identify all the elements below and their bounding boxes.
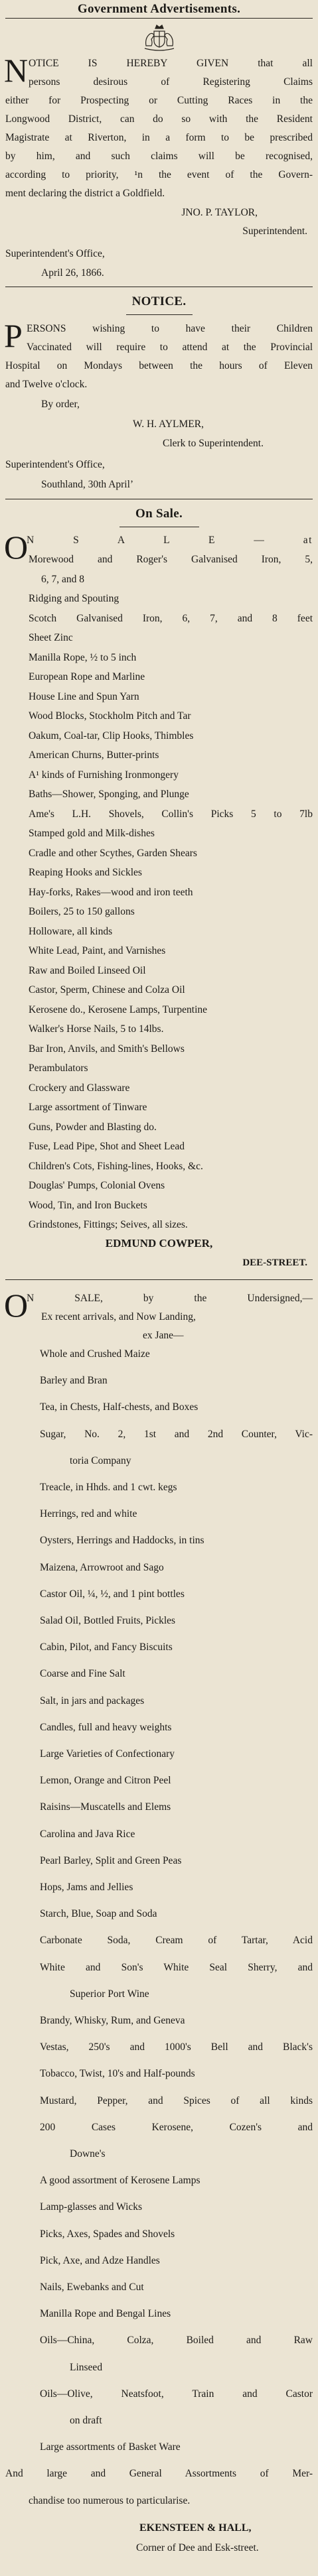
list-item: European Rope and Marline <box>29 671 145 682</box>
text-line: Longwood District, can do so with the Resident <box>5 113 313 125</box>
text-line: ERSONS wishing to have their Children <box>27 323 313 334</box>
signature-title: Clerk to Superintendent. <box>163 438 264 449</box>
drop-cap: P <box>4 317 23 354</box>
text-line: Ex recent arrivals, and Now Landing, <box>41 1311 196 1322</box>
text-line: N SALE, by the Undersigned,— <box>27 1293 313 1304</box>
section-title: Government Advertisements. <box>77 2 241 16</box>
list-item: Sugar, No. 2, 1st and 2nd Counter, Vic- <box>40 1428 313 1440</box>
list-item: Manilla Rope and Bengal Lines <box>40 2308 171 2320</box>
list-item: Large assortments of Basket Ware <box>40 2441 181 2453</box>
text-line: either for Prospecting or Cutting Races in the <box>5 95 313 106</box>
drop-cap: N <box>4 52 29 89</box>
drop-cap: O <box>4 1287 29 1324</box>
address: Corner of Dee and Esk-street. <box>136 2542 259 2553</box>
text-line: ex Jane— <box>143 1330 184 1341</box>
list-item: Tobacco, Twist, 10's and Half-pounds <box>40 2068 195 2080</box>
list-item: Raw and Boiled Linseed Oil <box>29 964 146 976</box>
list-item: Holloware, all kinds <box>29 925 113 937</box>
text-line: ment declaring the district a Goldfield. <box>5 188 165 199</box>
list-item: Ame's L.H. Shovels, Collin's Picks 5 to 7lb <box>29 808 313 820</box>
list-item: American Churns, Butter-prints <box>29 749 159 761</box>
office: Superintendent's Office, <box>5 459 105 470</box>
divider <box>126 314 193 315</box>
list-item: Manilla Rope, ½ to 5 inch <box>29 651 137 663</box>
list-item: Castor, Sperm, Chinese and Colza Oil <box>29 984 185 996</box>
list-item: Douglas' Pumps, Colonial Ovens <box>29 1180 165 1191</box>
list-item: Scotch Galvanised Iron, 6, 7, and 8 feet <box>29 612 313 624</box>
list-item: Candles, full and heavy weights <box>40 1721 172 1733</box>
list-item: Herrings, red and white <box>40 1508 137 1520</box>
text-line: Hospital on Mondays between the hours of Eleven <box>5 360 313 371</box>
text-line: and Twelve o'clock. <box>5 379 88 390</box>
text-line: persons desirous of Registering Claims <box>29 76 313 88</box>
list-item: Raisins—Muscatells and Elems <box>40 1801 171 1813</box>
list-item: Maizena, Arrowroot and Sago <box>40 1561 164 1573</box>
list-item: Downe's <box>70 2148 106 2159</box>
list-item: 200 Cases Kerosene, Cozen's and <box>40 2121 313 2133</box>
list-item: Pearl Barley, Split and Green Peas <box>40 1854 182 1866</box>
list-item: A good assortment of Kerosene Lamps <box>40 2175 200 2187</box>
list-item: Stamped gold and Milk-dishes <box>29 828 155 839</box>
list-item: And large and General Assortments of Mer- <box>5 2468 313 2480</box>
signature: W. H. AYLMER, <box>133 419 204 430</box>
list-item: Nails, Ewebanks and Cut <box>40 2282 144 2293</box>
list-item: Large Varieties of Confectionary <box>40 1748 175 1760</box>
list-item: Superior Port Wine <box>70 1988 149 2000</box>
list-item: Oysters, Herrings and Haddocks, in tins <box>40 1535 204 1547</box>
list-item: Tea, in Chests, Half-chests, and Boxes <box>40 1401 199 1413</box>
list-item: Castor Oil, ¼, ½, and 1 pint bottles <box>40 1588 185 1600</box>
list-item: Wood, Tin, and Iron Buckets <box>29 1199 147 1211</box>
list-item: Hay-forks, Rakes—wood and iron teeth <box>29 886 193 898</box>
list-item: Morewood and Roger's Galvanised Iron, 5, <box>29 554 313 565</box>
list-item: Salt, in jars and packages <box>40 1695 145 1707</box>
list-item: Oakum, Coal-tar, Clip Hooks, Thimbles <box>29 730 194 741</box>
divider <box>5 1279 313 1280</box>
list-item: Carbonate Soda, Cream of Tartar, Acid <box>40 1935 313 1947</box>
text-line: by him, and such claims will be recognised, <box>5 151 313 162</box>
date: Southland, 30th April’ <box>41 479 134 490</box>
list-item: Vestas, 250's and 1000's Bell and Black's <box>40 2041 313 2053</box>
list-item: Children's Cots, Fishing-lines, Hooks, &c. <box>29 1160 203 1172</box>
section-heading: On Sale. <box>135 507 183 521</box>
text-line: according to priority, ¹n the event of the Govern- <box>5 169 313 180</box>
list-item: Lamp-glasses and Wicks <box>40 2201 143 2213</box>
list-item: Linseed <box>70 2361 103 2373</box>
list-item: Cabin, Pilot, and Fancy Biscuits <box>40 1642 173 1653</box>
signature: EDMUND COWPER, <box>105 1237 213 1250</box>
list-item: Mustard, Pepper, and Spices of all kinds <box>40 2094 313 2106</box>
list-item: on draft <box>70 2415 102 2426</box>
list-item: Treacle, in Hhds. and 1 cwt. kegs <box>40 1482 177 1493</box>
signature: EKENSTEEN & HALL, <box>139 2522 252 2534</box>
list-item: Whole and Crushed Maize <box>40 1348 150 1360</box>
list-item: Walker's Horse Nails, 5 to 14lbs. <box>29 1023 164 1035</box>
list-item: White Lead, Paint, and Varnishes <box>29 945 166 956</box>
list-item: Reaping Hooks and Sickles <box>29 867 142 878</box>
list-item: Pick, Axe, and Adze Handles <box>40 2254 160 2266</box>
signature: JNO. P. TAYLOR, <box>181 207 258 218</box>
date: April 26, 1866. <box>41 267 104 279</box>
list-item: Hops, Jams and Jellies <box>40 1882 133 1893</box>
list-item: Ridging and Spouting <box>29 593 119 604</box>
list-item: Coarse and Fine Salt <box>40 1668 125 1680</box>
list-item: A¹ kinds of Furnishing Ironmongery <box>29 769 179 781</box>
list-item: Barley and Bran <box>40 1375 108 1387</box>
text-line: N S A L E — at <box>27 535 313 546</box>
list-item: Picks, Axes, Spades and Shovels <box>40 2228 175 2240</box>
list-item: Baths—Shower, Sponging, and Plunge <box>29 789 189 800</box>
list-item: Carolina and Java Rice <box>40 1828 135 1840</box>
drop-cap: O <box>4 529 29 566</box>
address: DEE-STREET. <box>242 1257 307 1268</box>
list-item: Sheet Zinc <box>29 632 73 643</box>
list-item: Lemon, Orange and Citron Peel <box>40 1775 171 1787</box>
by-order: By order, <box>41 399 80 410</box>
list-item: Salad Oil, Bottled Fruits, Pickles <box>40 1615 176 1626</box>
list-item: Perambulators <box>29 1063 88 1074</box>
list-item: Cradle and other Scythes, Garden Shears <box>29 847 197 859</box>
list-item: toria Company <box>70 1454 131 1466</box>
list-item: Brandy, Whisky, Rum, and Geneva <box>40 2015 185 2026</box>
notice-heading: NOTICE. <box>131 294 187 308</box>
list-item: Grindstones, Fittings; Seives, all sizes. <box>29 1219 188 1230</box>
office: Superintendent's Office, <box>5 248 105 259</box>
signature-title: Superintendent. <box>242 225 307 237</box>
royal-coat-of-arms-icon <box>141 22 178 52</box>
text-line: Vaccinated will require to attend at the Provincial <box>27 342 313 353</box>
list-item: Kerosene do., Kerosene Lamps, Turpentine <box>29 1003 208 1015</box>
list-item: Wood Blocks, Stockholm Pitch and Tar <box>29 710 191 722</box>
list-item: Fuse, Lead Pipe, Shot and Sheet Lead <box>29 1141 185 1152</box>
list-item: Large assortment of Tinware <box>29 1102 147 1113</box>
list-item: Oils—China, Colza, Boiled and Raw <box>40 2335 313 2347</box>
list-item: White and Son's White Seal Sherry, and <box>40 1961 313 1973</box>
list-item: 6, 7, and 8 <box>41 573 85 585</box>
list-item: chandise too numerous to particularise. <box>29 2494 191 2506</box>
list-item: Boilers, 25 to 150 gallons <box>29 906 135 917</box>
text-line: OTICE IS HEREBY GIVEN that all <box>29 58 313 69</box>
list-item: Guns, Powder and Blasting do. <box>29 1121 157 1133</box>
list-item: Bar Iron, Anvils, and Smith's Bellows <box>29 1043 185 1055</box>
text-line: Magistrate at Riverton, in a form to be prescribed <box>5 132 313 143</box>
list-item: Oils—Olive, Neatsfoot, Train and Castor <box>40 2388 313 2400</box>
list-item: Starch, Blue, Soap and Soda <box>40 1908 157 1920</box>
list-item: House Line and Spun Yarn <box>29 690 139 702</box>
divider <box>5 18 313 19</box>
list-item: Crockery and Glassware <box>29 1082 130 1094</box>
